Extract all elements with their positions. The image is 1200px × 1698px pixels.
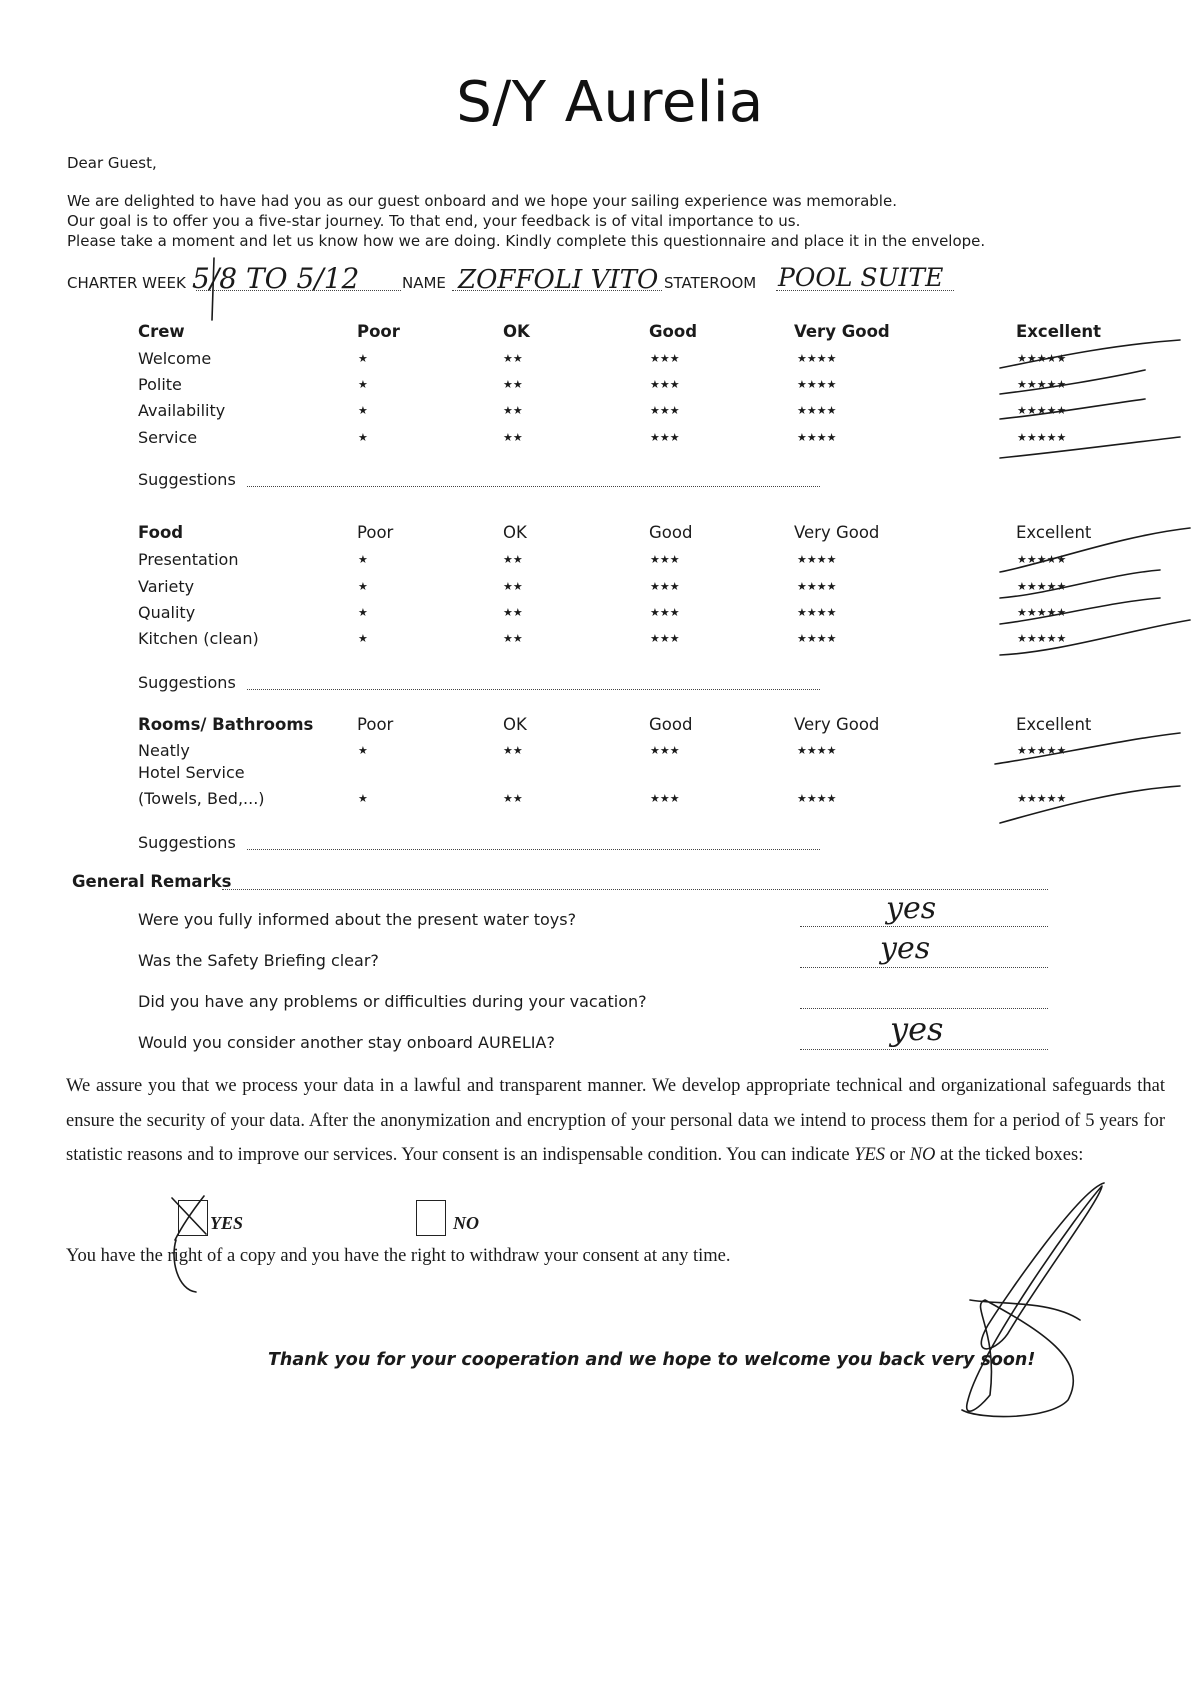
col-ok: OK [503, 715, 527, 734]
food-heading: Food [138, 523, 184, 542]
rating-5-star[interactable]: ★★★★★ [1017, 553, 1067, 566]
greeting: Dear Guest, [67, 154, 157, 172]
rating-3-star[interactable]: ★★★ [650, 606, 680, 619]
rooms-item-neatly: Neatly [138, 741, 190, 760]
charter-week-pen-stroke [212, 258, 214, 320]
col-ok: OK [503, 523, 527, 542]
rating-1-star[interactable]: ★ [358, 404, 368, 417]
name-field[interactable] [452, 290, 662, 291]
rating-3-star[interactable]: ★★★ [650, 404, 680, 417]
col-very-good: Very Good [794, 523, 880, 542]
rating-5-star[interactable]: ★★★★★ [1017, 431, 1067, 444]
rating-1-star[interactable]: ★ [358, 352, 368, 365]
rating-5-star[interactable]: ★★★★★ [1017, 378, 1067, 391]
intro-line-3: Please take a moment and let us know how we are doing. Kindly complete this questionnaire and place it in the envelope. [67, 232, 986, 250]
rating-5-star[interactable]: ★★★★★ [1017, 580, 1067, 593]
stateroom-field[interactable] [776, 290, 954, 291]
rating-3-star[interactable]: ★★★ [650, 431, 680, 444]
col-excellent: Excellent [1016, 322, 1102, 341]
stateroom-handwritten: POOL SUITE [778, 263, 944, 292]
rooms-suggestions-label: Suggestions [138, 833, 236, 852]
col-excellent: Excellent [1016, 523, 1092, 542]
rating-2-star[interactable]: ★★ [503, 431, 523, 444]
name-label: NAME [402, 274, 446, 292]
rating-4-star[interactable]: ★★★★ [797, 404, 837, 417]
consent-yes-checkbox[interactable] [178, 1200, 208, 1236]
answer-stay-again-handwritten: yes [890, 1010, 944, 1048]
question-water-toys: Were you fully informed about the present water toys? [138, 910, 577, 929]
rating-1-star[interactable]: ★ [358, 580, 368, 593]
rating-3-star[interactable]: ★★★ [650, 378, 680, 391]
consent-text [66, 1069, 1165, 1173]
answer-safety-briefing-handwritten: yes [880, 931, 931, 966]
rating-5-star[interactable]: ★★★★★ [1017, 744, 1067, 757]
charter-week-field[interactable] [196, 290, 401, 291]
question-problems: Did you have any problems or difficulties during your vacation? [138, 992, 647, 1011]
general-remarks-field[interactable] [222, 889, 1048, 890]
question-safety-briefing: Was the Safety Briefing clear? [138, 951, 379, 970]
crew-suggestions-field[interactable] [247, 486, 820, 487]
general-remarks-heading: General Remarks [72, 872, 232, 891]
food-item-kitchen: Kitchen (clean) [138, 629, 259, 648]
consent-yes-word: YES [854, 1145, 886, 1165]
rooms-item-hotel-service: Hotel Service [138, 763, 245, 782]
consent-or-word: or [885, 1145, 910, 1165]
rating-5-star[interactable]: ★★★★★ [1017, 606, 1067, 619]
rating-5-star[interactable]: ★★★★★ [1017, 632, 1067, 645]
col-good: Good [649, 322, 698, 341]
consent-rights-text: You have the right of a copy and you have the right to withdraw your consent at any time. [66, 1246, 731, 1266]
rating-2-star[interactable]: ★★ [503, 378, 523, 391]
rating-1-star[interactable]: ★ [358, 792, 368, 805]
rating-3-star[interactable]: ★★★ [650, 744, 680, 757]
food-suggestions-field[interactable] [247, 689, 820, 690]
rating-3-star[interactable]: ★★★ [650, 553, 680, 566]
rooms-heading: Rooms/ Bathrooms [138, 715, 314, 734]
thank-you-message: Thank you for your cooperation and we hope to welcome you back very soon! [268, 1350, 1036, 1370]
rating-2-star[interactable]: ★★ [503, 606, 523, 619]
rating-2-star[interactable]: ★★ [503, 632, 523, 645]
rating-1-star[interactable]: ★ [358, 553, 368, 566]
rating-1-star[interactable]: ★ [358, 606, 368, 619]
rating-2-star[interactable]: ★★ [503, 580, 523, 593]
consent-no-checkbox[interactable] [416, 1200, 446, 1236]
rating-5-star[interactable]: ★★★★★ [1017, 404, 1067, 417]
name-handwritten: ZOFFOLI VITO [458, 265, 659, 295]
rating-4-star[interactable]: ★★★★ [797, 606, 837, 619]
col-good: Good [649, 523, 693, 542]
rating-4-star[interactable]: ★★★★ [797, 792, 837, 805]
rating-1-star[interactable]: ★ [358, 378, 368, 391]
rating-3-star[interactable]: ★★★ [650, 352, 680, 365]
crew-heading: Crew [138, 322, 185, 341]
rating-1-star[interactable]: ★ [358, 632, 368, 645]
rating-4-star[interactable]: ★★★★ [797, 632, 837, 645]
answer-stay-again-field[interactable] [800, 1049, 1048, 1050]
rating-4-star[interactable]: ★★★★ [797, 431, 837, 444]
food-suggestions-label: Suggestions [138, 673, 236, 692]
rooms-suggestions-field[interactable] [247, 849, 820, 850]
food-item-quality: Quality [138, 603, 196, 622]
consent-text-part1: We assure you that we process your data in a lawful and transparent manner. We develop appropriate technical and organizational safeguards that ensure the security of your data. After the anonymization and encryption of your personal data we intend to process them for a period of 5 years for statistic reasons and to improve our services. Your consent is an indispensable condition. You can indicate [66, 1076, 1165, 1165]
intro-line-2: Our goal is to offer you a five-star journey. To that end, your feedback is of vital importance to us. [67, 212, 801, 230]
col-poor: Poor [357, 715, 394, 734]
col-poor: Poor [357, 322, 400, 341]
col-very-good: Very Good [794, 322, 890, 341]
col-ok: OK [503, 322, 530, 341]
stateroom-label: STATEROOM [664, 274, 757, 292]
rating-4-star[interactable]: ★★★★ [797, 580, 837, 593]
question-stay-again: Would you consider another stay onboard AURELIA? [138, 1033, 555, 1052]
crew-item-service: Service [138, 428, 198, 447]
charter-week-label: CHARTER WEEK [67, 274, 186, 292]
answer-water-toys-field[interactable] [800, 926, 1048, 927]
answer-safety-briefing-field[interactable] [800, 967, 1048, 968]
col-poor: Poor [357, 523, 394, 542]
crew-suggestions-label: Suggestions [138, 470, 236, 489]
consent-yes-label: YES [210, 1213, 244, 1233]
rating-2-star[interactable]: ★★ [503, 553, 523, 566]
crew-item-polite: Polite [138, 375, 182, 394]
rooms-item-towels-bed: (Towels, Bed,...) [138, 789, 265, 808]
col-good: Good [649, 715, 693, 734]
col-excellent: Excellent [1016, 715, 1092, 734]
consent-text-part2: at the ticked boxes: [935, 1145, 1084, 1165]
rating-2-star[interactable]: ★★ [503, 744, 523, 757]
rating-1-star[interactable]: ★ [358, 744, 368, 757]
consent-no-word: NO [909, 1145, 936, 1165]
answer-problems-field[interactable] [800, 1008, 1048, 1009]
document-title: S/Y Aurelia [456, 70, 764, 135]
rating-5-star[interactable]: ★★★★★ [1017, 352, 1067, 365]
rating-3-star[interactable]: ★★★ [650, 632, 680, 645]
rating-4-star[interactable]: ★★★★ [797, 553, 837, 566]
rating-4-star[interactable]: ★★★★ [797, 744, 837, 757]
rating-1-star[interactable]: ★ [358, 431, 368, 444]
crew-item-welcome: Welcome [138, 349, 212, 368]
intro-line-1: We are delighted to have had you as our guest onboard and we hope your sailing experience was memorable. [67, 192, 897, 210]
rating-4-star[interactable]: ★★★★ [797, 378, 837, 391]
rating-3-star[interactable]: ★★★ [650, 580, 680, 593]
rating-3-star[interactable]: ★★★ [650, 792, 680, 805]
rating-2-star[interactable]: ★★ [503, 352, 523, 365]
food-item-presentation: Presentation [138, 550, 239, 569]
guest-signature-mark [962, 1183, 1104, 1417]
consent-no-label: NO [453, 1213, 479, 1233]
rating-2-star[interactable]: ★★ [503, 404, 523, 417]
col-very-good: Very Good [794, 715, 880, 734]
answer-water-toys-handwritten: yes [886, 891, 937, 926]
rating-2-star[interactable]: ★★ [503, 792, 523, 805]
rating-4-star[interactable]: ★★★★ [797, 352, 837, 365]
rating-5-star[interactable]: ★★★★★ [1017, 792, 1067, 805]
crew-item-availability: Availability [138, 401, 226, 420]
charter-week-handwritten: 5/8 TO 5/12 [192, 262, 360, 295]
food-item-variety: Variety [138, 577, 195, 596]
